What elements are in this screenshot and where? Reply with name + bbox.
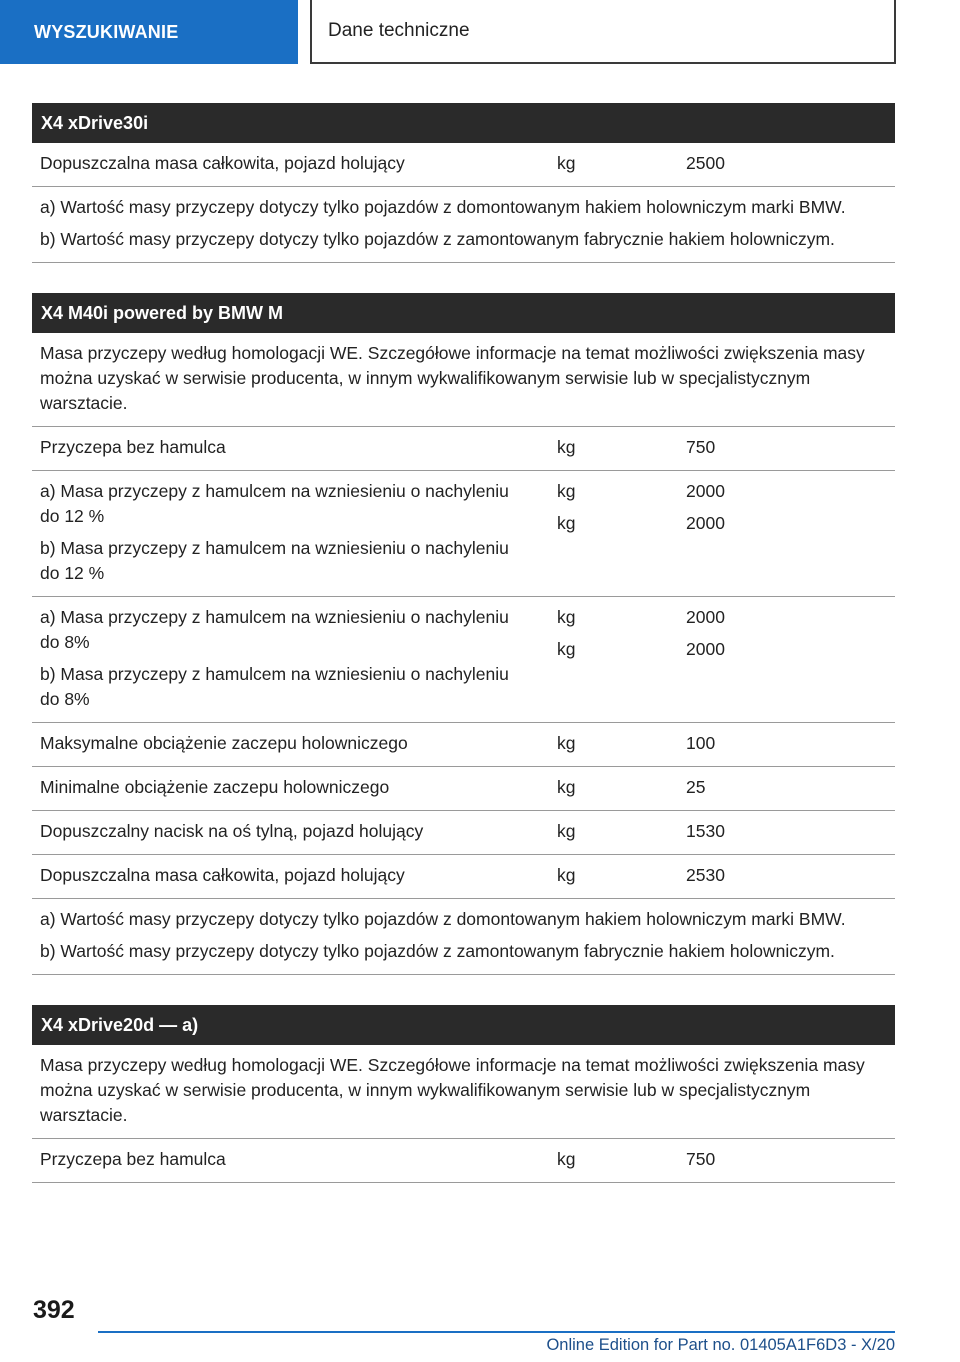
row-label: Dopuszczalna masa całkowita, pojazd holujący — [40, 865, 405, 885]
row-value-b: 2000 — [686, 513, 725, 533]
footnote-row — [32, 899, 895, 975]
row-label: Minimalne obciążenie zaczepu holowniczego — [40, 777, 390, 797]
block-heading: X4 xDrive20d — a) — [32, 1005, 895, 1045]
row-value: 100 — [686, 733, 716, 753]
row-unit: kg — [557, 821, 576, 841]
row-unit-b: kg — [557, 513, 576, 533]
footnote-b: b) Wartość masy przyczepy dotyczy tylko pojazdów z zamontowanym fabrycznie hakiem holowniczym. — [40, 941, 835, 961]
table-row — [32, 811, 895, 855]
row-value: 750 — [686, 1149, 716, 1169]
intro-text: Masa przyczepy według homologacji WE. Szczegółowe informacje na temat możliwości zwiększenia masy można uzyskać w serwisie producenta, w innym wykwalifikowanym serwisie lub w specjalistycznym warsztacie. — [40, 343, 865, 413]
row-value: 2530 — [686, 865, 725, 885]
row-label — [32, 471, 540, 596]
row-label: Dopuszczalna masa całkowita, pojazd holujący — [40, 153, 405, 173]
footnote-b: b) Wartość masy przyczepy dotyczy tylko pojazdów z zamontowanym fabrycznie hakiem holowniczym. — [40, 229, 835, 249]
table-row — [32, 471, 895, 597]
row-unit — [540, 597, 669, 722]
intro-row — [32, 333, 895, 427]
row-value-a: 2000 — [686, 481, 725, 501]
footnote-row — [32, 187, 895, 263]
row-value-b: 2000 — [686, 639, 725, 659]
section-title-tab[interactable]: Dane techniczne — [310, 0, 896, 64]
row-unit: kg — [557, 777, 576, 797]
table-row — [32, 143, 895, 187]
row-value-a: 2000 — [686, 607, 725, 627]
row-label-a: a) Masa przyczepy z hamulcem na wzniesieniu o nachyleniu do 12 % — [40, 481, 509, 526]
spec-block-x4-m40i — [32, 293, 895, 975]
row-value — [669, 597, 895, 722]
row-label-b: b) Masa przyczepy z hamulcem na wzniesieniu o nachyleniu do 12 % — [40, 538, 509, 583]
spec-block-x4-xdrive20d — [32, 1005, 895, 1183]
intro-row — [32, 1045, 895, 1139]
footnote-a: a) Wartość masy przyczepy dotyczy tylko pojazdów z domontowanym hakiem holowniczym marki BMW. — [40, 909, 846, 929]
row-unit: kg — [557, 733, 576, 753]
row-label — [32, 597, 540, 722]
row-label: Przyczepa bez hamulca — [40, 437, 226, 457]
row-unit: kg — [557, 865, 576, 885]
row-unit: kg — [557, 437, 576, 457]
row-label-a: a) Masa przyczepy z hamulcem na wzniesieniu o nachyleniu do 8% — [40, 607, 509, 652]
row-label-b: b) Masa przyczepy z hamulcem na wzniesieniu o nachyleniu do 8% — [40, 664, 509, 709]
search-tab[interactable]: WYSZUKIWANIE — [0, 0, 298, 64]
content — [32, 103, 895, 1183]
row-unit: kg — [557, 1149, 576, 1169]
row-label: Dopuszczalny nacisk na oś tylną, pojazd holujący — [40, 821, 424, 841]
table-row — [32, 767, 895, 811]
row-unit: kg — [557, 153, 576, 173]
table-row — [32, 597, 895, 723]
intro-text: Masa przyczepy według homologacji WE. Szczegółowe informacje na temat możliwości zwiększenia masy można uzyskać w serwisie producenta, w innym wykwalifikowanym serwisie lub w specjalistycznym warsztacie. — [40, 1055, 865, 1125]
row-value: 25 — [686, 777, 706, 797]
block-heading: X4 xDrive30i — [32, 103, 895, 143]
spec-block-x4-xdrive30i — [32, 103, 895, 263]
footer-edition-text: Online Edition for Part no. 01405A1F6D3 - X/20 — [546, 1336, 895, 1354]
row-label: Maksymalne obciążenie zaczepu holowniczego — [40, 733, 408, 753]
row-value — [669, 471, 895, 596]
table-row — [32, 855, 895, 899]
top-bar — [0, 0, 960, 66]
footer-divider — [98, 1331, 895, 1333]
row-unit-a: kg — [557, 481, 576, 501]
table-row — [32, 427, 895, 471]
row-unit-a: kg — [557, 607, 576, 627]
row-value: 750 — [686, 437, 716, 457]
footnote-a: a) Wartość masy przyczepy dotyczy tylko pojazdów z domontowanym hakiem holowniczym marki BMW. — [40, 197, 846, 217]
row-unit-b: kg — [557, 639, 576, 659]
table-row — [32, 723, 895, 767]
row-value: 1530 — [686, 821, 725, 841]
row-value: 2500 — [686, 153, 725, 173]
page-number: 392 — [33, 1296, 75, 1324]
table-row — [32, 1139, 895, 1183]
row-label: Przyczepa bez hamulca — [40, 1149, 226, 1169]
block-heading: X4 M40i powered by BMW M — [32, 293, 895, 333]
row-unit — [540, 471, 669, 596]
